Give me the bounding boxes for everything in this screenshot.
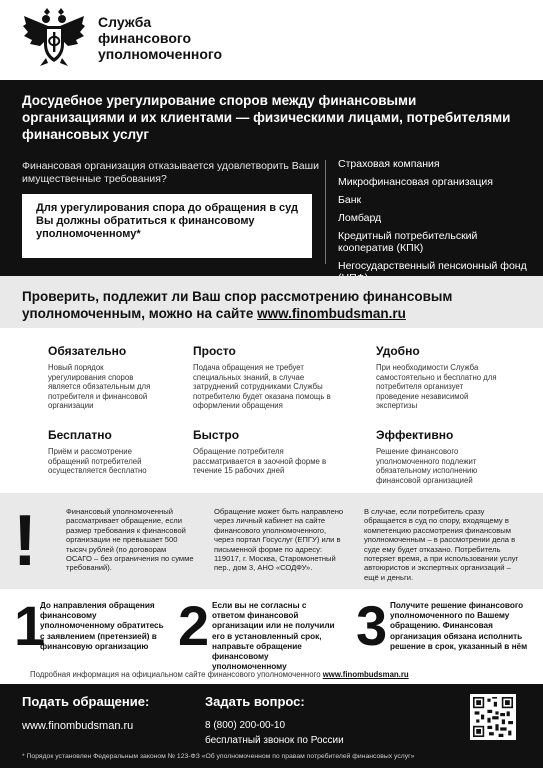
phone-number[interactable]: 8 (800) 200-00-10 [205,720,286,731]
organization-item: Банк [338,194,362,206]
organization-item: Кредитный потребительский кооператив (КПК) [338,230,478,254]
feature-title: Просто [193,344,236,358]
feature-fast [193,428,343,476]
feature-title: Эффективно [376,428,454,442]
organization-item: Страховая компания [338,158,440,170]
check-site-link[interactable]: www.finombudsman.ru [257,306,406,321]
org-name [98,14,222,62]
features-grid [0,328,543,488]
banner-title: Досудебное урегулирование споров между финансовыми организациями и их клиентами — физическими лицами, потребителями финансовых услуг [22,93,511,142]
more-info-site-link[interactable]: www.finombudsman.ru [322,670,409,679]
feature-title: Быстро [193,428,240,442]
footnote: * Порядок установлен Федеральным законом № 123-ФЗ «Об уполномоченном по правам потребителей финансовых услуг» [22,753,415,760]
feature-text: При необходимости Служба самостоятельно и бесплатно для потребителя организует проведение независимой экспертизы [376,363,497,411]
check-text: Проверить, подлежит ли Ваш спор рассмотрению финансовым уполномоченным, можно на сайте [22,289,453,321]
banner [0,80,543,276]
footer [0,684,543,768]
feature-convenient [376,344,526,411]
apply-site-link[interactable]: www.finombudsman.ru [22,720,134,732]
warning-text: Финансовый уполномоченный рассматривает обращение, если размер требования к финансовой организации не превышает 500 тысяч рублей (по договорам ОСАГО – без ограничения по сумме требований). [66,507,194,573]
check-section [0,276,543,328]
feature-mandatory [48,344,198,411]
feature-title: Бесплатно [48,428,112,442]
warning-text: В случае, если потребитель сразу обращается в суд по спору, входящему в компетенцию рассмотрения финансовым уполномоченным – в рассмотрении дела в суде ему будет отказано. Потребитель потеряет время, а при использовании услуг автоюристов и экспертных организаций – ещё и деньги. [364,507,519,582]
check-title [22,288,522,322]
banner-question: Финансовая организация отказывается удовлетворить Ваши имущественные требования? [22,160,319,185]
banner-divider [325,160,326,264]
step-number: 2 [178,594,210,657]
double-headed-eagle-shield-icon [22,6,86,70]
step-number: 1 [14,594,46,657]
step-number: 3 [356,594,388,657]
step-text: Если вы не согласны с ответом финансовой организации или не получили его в установленный срок, направьте обращение финансовому уполномоченному [212,601,335,672]
feature-simple [193,344,343,411]
organization-item: Микрофинансовая организация [338,176,493,188]
free-call-note: бесплатный звонок по России [205,735,344,746]
exclamation-icon: ! [13,501,37,581]
banner-callout: Для урегулирования спора до обращения в суд Вы должны обратиться к финансовому уполномоченному* [22,194,312,258]
feature-free [48,428,198,476]
steps [0,594,543,672]
organization-item: Ломбард [338,212,382,224]
org-name-line: уполномоченного [98,46,223,62]
organization-list [338,158,533,290]
more-info [30,670,530,679]
step-text: Получите решение финансового уполномоченного по Вашему обращению. Финансовая организация обязана исполнить решение в срок, указанный в нём [390,601,528,651]
feature-text: Новый порядок урегулирования споров является обязательным для потребителя и финансовой организации [48,363,151,411]
feature-text: Подача обращения не требует специальных знаний, в случае затруднений сотрудниками Службы потребителю будет оказана помощь в оформлении обращения [193,363,331,411]
org-name-line: Служба [98,14,152,30]
header [0,0,543,80]
organization-item: Негосударственный пенсионный фонд [338,260,527,272]
qr-code-pattern [473,697,513,737]
more-info-text: Подробная информация на официальном сайте финансового уполномоченного [30,670,321,679]
feature-title: Удобно [376,344,420,358]
warning-section [0,493,543,589]
warning-text: Обращение может быть направлено через личный кабинет на сайте финансового уполномоченного, через портал Госуслуг (ЕПГУ) или в письменной форме по адресу: 119017, г. Москва, Старомонетный пер., дом 3, АНО «СОДФУ». [214,507,344,573]
feature-text: Обращение потребителя рассматривается в заочной форме в течение 15 рабочих дней [193,447,327,476]
feature-text: Решение финансового уполномоченного подлежит обязательному исполнению финансовой организацией [376,447,478,485]
step-text: До направления обращения финансовому уполномоченному обратитесь с заявлением (претензией) в финансовую организацию [40,601,164,651]
org-name-line: финансового [98,30,192,46]
feature-effective [376,428,526,485]
apply-label: Подать обращение: [22,694,150,709]
ask-label: Задать вопрос: [205,694,305,709]
qr-code-icon[interactable] [470,694,516,740]
feature-title: Обязательно [48,344,127,358]
feature-text: Приём и рассмотрение обращений потребителей осуществляется бесплатно [48,447,147,476]
